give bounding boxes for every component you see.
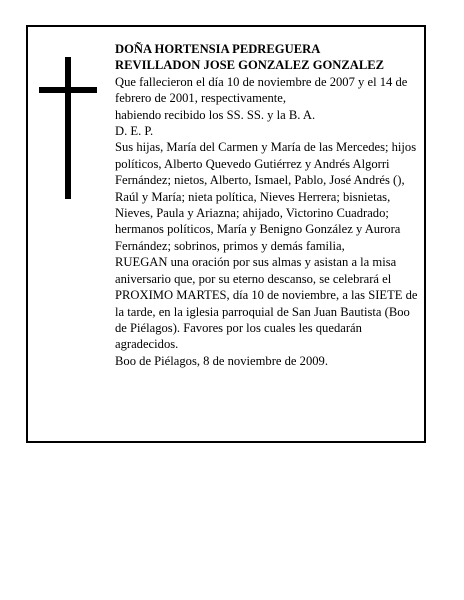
notice-body [115,41,421,369]
deceased-name-1: DOÑA HORTENSIA PEDREGUERA [115,42,321,56]
family-paragraph: Sus hijas, María del Carmen y María de las Mercedes; hijos políticos, Alberto Quevedo Gutiérrez y Andrés Algorri Fernández; nietos, Alberto, Ismael, Pablo, José Andrés (), Raúl y María; nieta política, Nieves Herrera; bisnietas, Nieves, Paula y Ariazna; ahijado, Victorino Cuadrado; hermanos políticos, María y Benigno González y Aurora Fernández; sobrinos, primos y demás familia, [115,140,417,253]
sacraments-paragraph: habiendo recibido los SS. SS. y la B. A. [115,107,316,122]
rip-line: D. E. P. [115,124,154,139]
place-date-line: Boo de Piélagos, 8 de noviembre de 2009. [115,353,329,368]
mass-invitation-paragraph: RUEGAN una oración por sus almas y asistan a la misa aniversario que, por su eterno descanso, se celebrará el PROXIMO MARTES, día 10 de noviembre, a las SIETE de la tarde, en la iglesia parroquial de San Juan Bautista (Boo de Piélagos). Favores por los cuales les quedarán agradecidos. [115,255,418,352]
death-dates-paragraph: Que fallecieron el día 10 de noviembre de 2007 y el 14 de febrero de 2001, respectivamente, [115,74,408,106]
cross-icon [39,57,97,199]
deceased-name-2: REVILLADON JOSE GONZALEZ GONZALEZ [115,58,385,73]
obituary-notice [26,25,426,443]
cross-vertical-bar [65,57,71,199]
cross-horizontal-bar [39,87,97,93]
